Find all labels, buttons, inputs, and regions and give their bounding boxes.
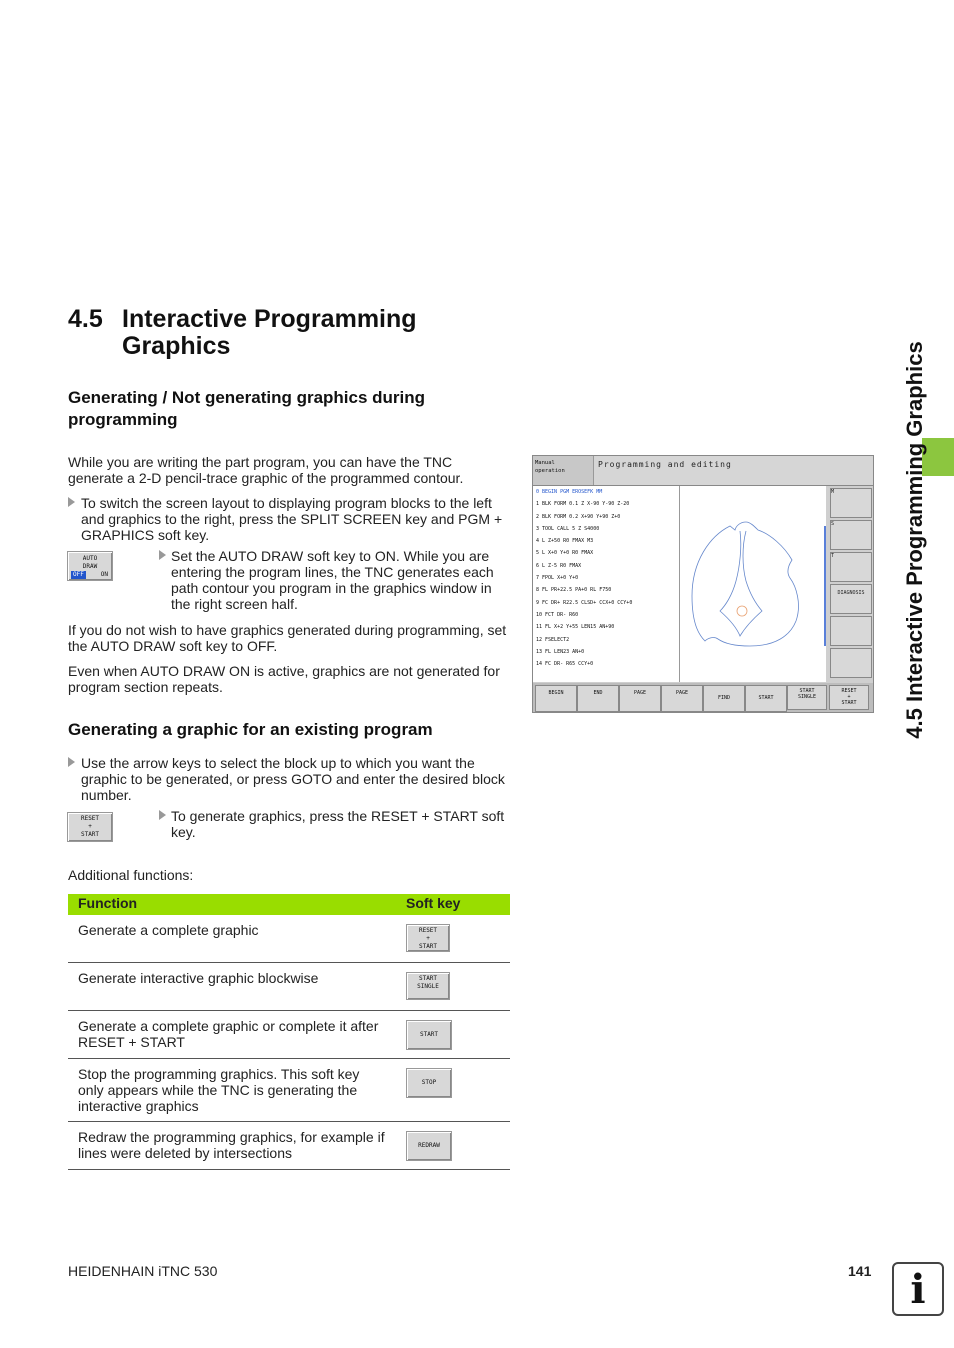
screen-header xyxy=(533,456,873,486)
reset-start-line3: START xyxy=(80,831,100,838)
program-line[interactable]: 1 BLK FORM 0.1 Z X-90 Y-90 Z-20 xyxy=(536,501,630,508)
program-line[interactable]: 6 L Z-5 R0 FMAX xyxy=(536,562,582,569)
program-line[interactable]: 9 FC DR+ R22.5 CLSD+ CCX+0 CCY+0 xyxy=(536,599,633,606)
table-row xyxy=(68,963,510,1011)
end-softkey[interactable]: END xyxy=(577,685,619,712)
program-line[interactable]: 11 FL X+2 Y+55 LEN15 AN+90 xyxy=(536,624,615,631)
section-title xyxy=(68,306,417,360)
auto-draw-softkey[interactable] xyxy=(67,551,113,581)
info-icon xyxy=(892,1262,944,1316)
mode-line1: Manual xyxy=(535,460,555,466)
header-function: Function xyxy=(78,895,138,911)
vkey-t[interactable] xyxy=(830,552,872,582)
table-row xyxy=(68,1059,510,1122)
program-line[interactable]: 10 FCT DR- R60 xyxy=(536,611,579,618)
vkey-diagnosis[interactable]: DIAGNOSIS xyxy=(830,584,872,614)
paragraph-section-repeats: Even when AUTO DRAW ON is active, graphics are not generated for program section repeats. xyxy=(68,663,500,695)
program-line[interactable]: 2 BLK FORM 0.2 X+90 Y+90 Z+0 xyxy=(536,513,621,520)
operating-mode xyxy=(535,459,590,475)
screen-mode-title: Programming and editing xyxy=(593,456,873,485)
start-single-softkey[interactable]: START SINGLE xyxy=(787,685,827,710)
reset-start-softkey[interactable]: RESET + START xyxy=(829,685,869,710)
auto-draw-off: OFF xyxy=(73,571,84,578)
header-softkey: Soft key xyxy=(406,895,461,911)
function-cell: Generate a complete graphic or complete it after RESET + START xyxy=(78,1018,379,1050)
bullet-auto-draw-on: Set the AUTO DRAW soft key to ON. While you are entering the program lines, the TNC generates each path contour you program in the graphics window in the right screen half. xyxy=(171,548,494,612)
auto-draw-line1: AUTO xyxy=(82,555,98,562)
start-softkey[interactable]: START xyxy=(406,1020,452,1050)
side-running-title: 4.5 Interactive Programming Graphics xyxy=(902,341,927,739)
paragraph-auto-draw-off: If you do not wish to have graphics generated during programming, set the AUTO DRAW soft key to OFF. xyxy=(68,622,507,654)
bullet-arrow-icon xyxy=(68,497,75,507)
function-cell: Generate interactive graphic blockwise xyxy=(78,970,319,986)
reset-start-line2: + xyxy=(88,823,92,830)
program-line[interactable]: 0 BEGIN PGM EROSEFK MM xyxy=(536,489,603,495)
reset-start-softkey[interactable]: RESET + START xyxy=(406,924,450,952)
begin-softkey[interactable]: BEGIN xyxy=(535,685,577,712)
section-title-line1: Interactive Programming xyxy=(122,305,417,333)
reset-start-softkey[interactable] xyxy=(67,812,113,842)
auto-draw-line2: DRAW xyxy=(82,563,98,570)
bullet-arrow-keys: Use the arrow keys to select the block up to which you want the graphic to be generated, or press GOTO and enter the desired block number. xyxy=(81,755,505,803)
program-line[interactable]: 14 FC DR- R65 CCY+0 xyxy=(536,661,594,668)
bullet-arrow-icon xyxy=(159,810,166,820)
vkey-label: S xyxy=(831,521,835,527)
page-down-softkey[interactable]: PAGE xyxy=(661,685,703,712)
table-row xyxy=(68,915,510,963)
functions-table xyxy=(68,894,510,1170)
table-header xyxy=(68,894,510,915)
vkey-label: M xyxy=(831,489,835,495)
vkey-m[interactable] xyxy=(830,488,872,518)
table-row xyxy=(68,1122,510,1170)
program-line[interactable]: 13 FL LEN23 AN+0 xyxy=(536,648,585,655)
reset-start-line1: RESET xyxy=(80,815,100,822)
footer-manual-name: HEIDENHAIN iTNC 530 xyxy=(68,1263,218,1279)
vkey-empty[interactable] xyxy=(830,648,872,678)
function-cell: Redraw the programming graphics, for example if lines were deleted by intersections xyxy=(78,1129,385,1161)
bullet-reset-start: To generate graphics, press the RESET + START soft key. xyxy=(171,808,505,840)
additional-functions-label: Additional functions: xyxy=(68,867,194,883)
program-line[interactable]: 7 FPOL X+0 Y+0 xyxy=(536,575,579,582)
function-cell: Generate a complete graphic xyxy=(78,922,259,938)
subheading-existing-program: Generating a graphic for an existing program xyxy=(68,720,433,739)
contour-graphic xyxy=(680,486,826,682)
graphics-window xyxy=(680,486,826,682)
program-line[interactable]: 3 TOOL CALL 5 Z S4000 xyxy=(536,525,600,532)
vkey-s[interactable] xyxy=(830,520,872,550)
start-single-softkey[interactable]: START SINGLE xyxy=(406,972,450,1000)
intro-paragraph: While you are writing the part program, you can have the TNC generate a 2-D pencil-trace graphic of the programmed contour. xyxy=(68,454,464,486)
vkey-empty[interactable] xyxy=(830,616,872,646)
table-row xyxy=(68,1011,510,1059)
start-softkey[interactable]: START xyxy=(745,685,787,712)
bullet-arrow-icon xyxy=(159,550,166,560)
program-line[interactable]: 12 FSELECT2 xyxy=(536,636,570,643)
stop-softkey[interactable]: STOP xyxy=(406,1068,452,1098)
bullet-split-screen: To switch the screen layout to displaying program blocks to the left and graphics to the right, press the SPLIT SCREEN key and PGM + GRAPHICS soft key. xyxy=(81,495,503,543)
program-line[interactable]: 4 L Z+50 R0 FMAX M3 xyxy=(536,538,594,545)
function-cell: Stop the programming graphics. This soft key only appears while the TNC is generating the interactive graphics xyxy=(78,1066,360,1114)
vkey-label: T xyxy=(831,553,835,559)
find-softkey[interactable]: FIND xyxy=(703,685,745,712)
bullet-arrow-icon xyxy=(68,757,75,767)
section-title-line2: Graphics xyxy=(122,332,231,360)
tnc-screenshot xyxy=(532,455,874,713)
section-number: 4.5 xyxy=(68,305,103,333)
redraw-softkey[interactable]: REDRAW xyxy=(406,1131,452,1161)
subheading-generating: Generating / Not generating graphics during programming xyxy=(68,388,426,429)
page-number: 141 xyxy=(848,1263,872,1279)
program-line[interactable]: 5 L X+0 Y+0 R0 FMAX xyxy=(536,550,594,557)
info-glyph: i xyxy=(910,1266,926,1313)
vertical-softkeys xyxy=(828,486,873,682)
page-up-softkey[interactable]: PAGE xyxy=(619,685,661,712)
program-window xyxy=(533,486,680,682)
mode-line2: operation xyxy=(535,468,565,474)
horizontal-softkeys xyxy=(533,683,873,712)
auto-draw-on: ON xyxy=(100,571,108,578)
program-line[interactable]: 8 FL PR+22.5 PA+0 RL F750 xyxy=(536,587,612,594)
